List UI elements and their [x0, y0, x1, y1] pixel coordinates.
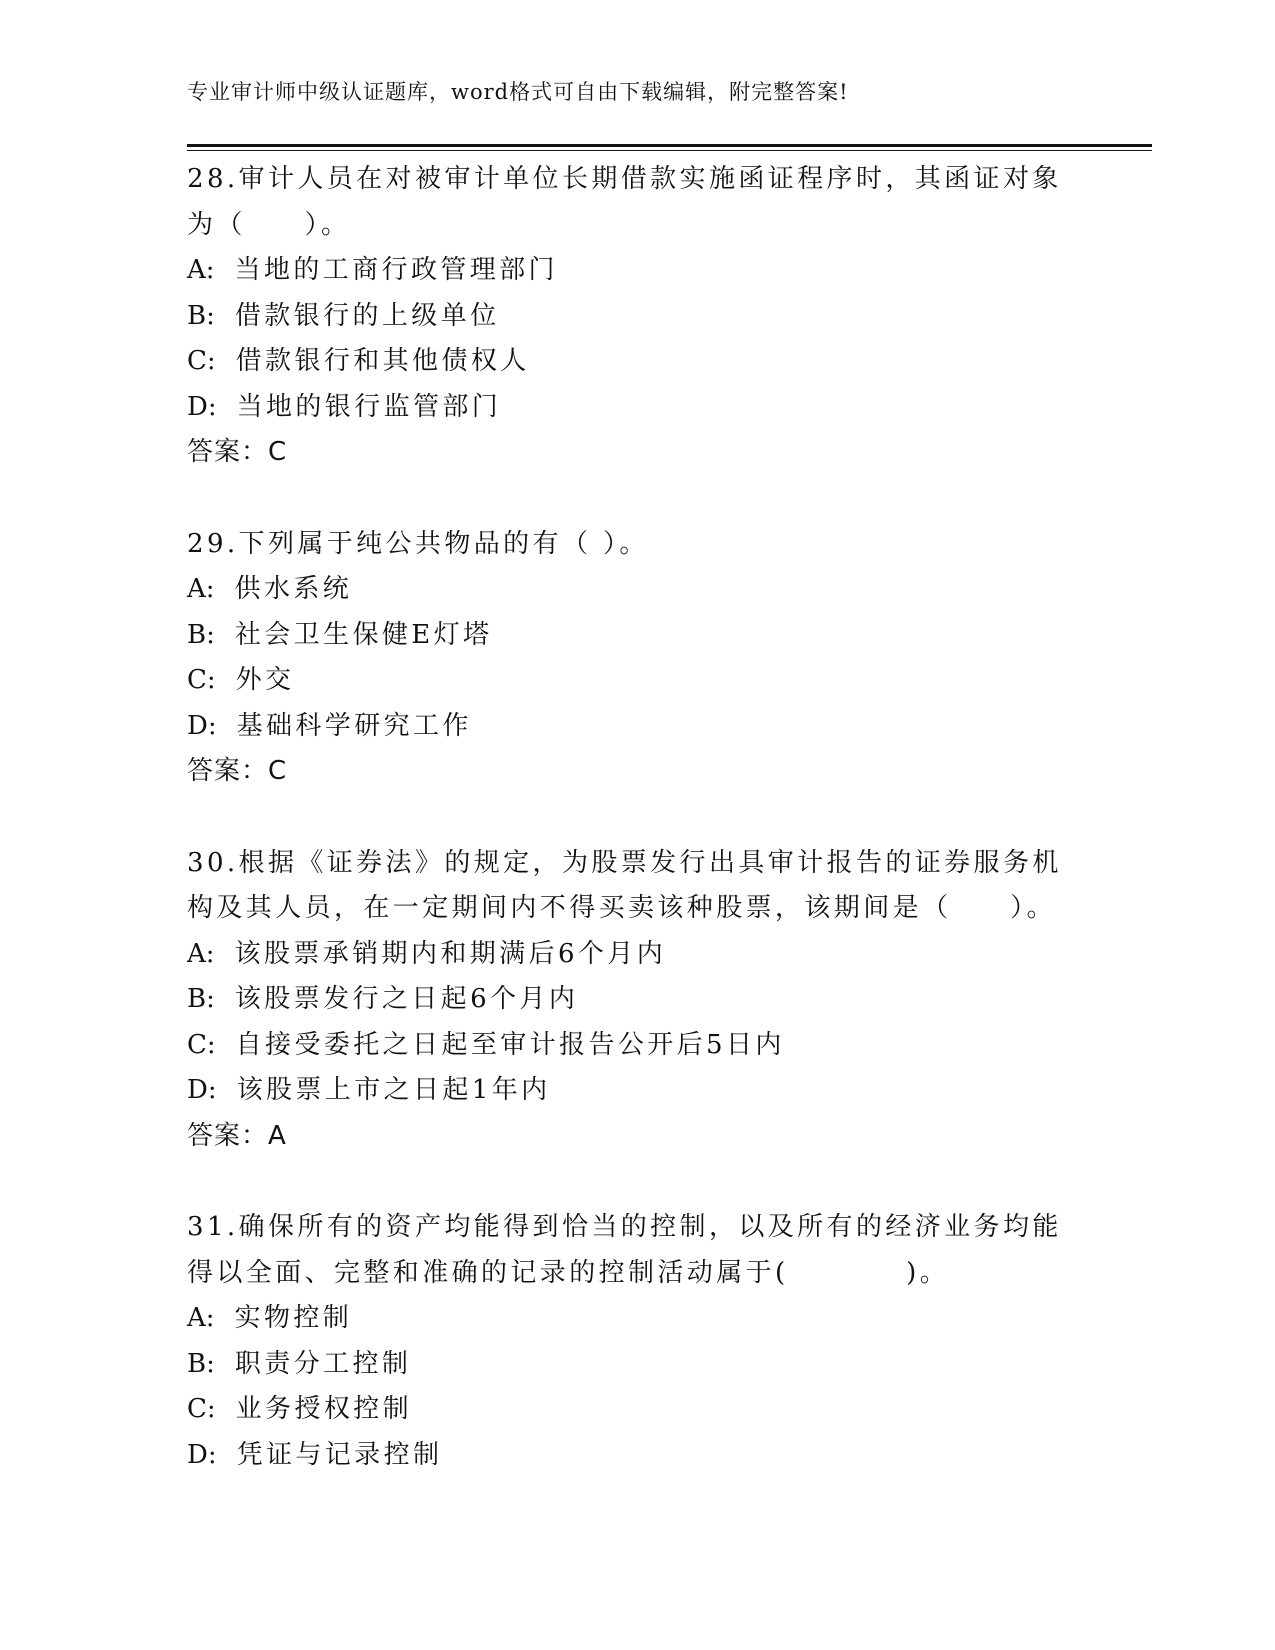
option-text: 借款银行和其他债权人: [235, 346, 530, 376]
option-key: A:: [187, 255, 215, 285]
option-b: [187, 613, 1087, 659]
option-d: [187, 1433, 1087, 1479]
option-c: [187, 1023, 1087, 1069]
option-text: 凭证与记录控制: [236, 1439, 443, 1470]
option-key: C:: [187, 1394, 216, 1424]
option-key: B:: [187, 619, 215, 650]
option-key: C:: [187, 346, 216, 376]
option-c: [187, 1387, 1087, 1433]
option-text: 该股票上市之日起1年内: [236, 1075, 551, 1105]
option-text: 当地的银行监管部门: [236, 391, 502, 422]
option-text: 实物控制: [234, 1303, 353, 1333]
option-d: [187, 385, 1087, 431]
option-text: 当地的工商行政管理部门: [234, 255, 558, 285]
answer-line: 答案：C: [187, 756, 288, 786]
option-key: A:: [187, 938, 215, 969]
option-key: D:: [187, 1075, 217, 1105]
question-29: [187, 522, 1087, 795]
option-text: 外交: [235, 665, 295, 695]
option-key: B:: [187, 1348, 215, 1379]
answer-line: 答案：C: [187, 437, 288, 467]
option-key: B:: [187, 984, 215, 1014]
option-text: 社会卫生保健E灯塔: [234, 619, 493, 650]
option-text: 该股票发行之日起6个月内: [234, 984, 579, 1014]
option-key: B:: [187, 300, 215, 331]
option-a: [187, 248, 1087, 294]
option-key: D:: [187, 391, 217, 422]
question-stem: 28.审计人员在对被审计单位长期借款实施函证程序时，其函证对象为（ ）。: [187, 164, 1062, 240]
answer-line: 答案：A: [187, 1120, 287, 1151]
option-text: 自接受委托之日起至审计报告公开后5日内: [235, 1029, 785, 1060]
question-28: [187, 157, 1087, 476]
option-a: [187, 932, 1087, 978]
option-a: [187, 567, 1087, 613]
option-key: A:: [187, 574, 215, 604]
question-stem: 29.下列属于纯公共物品的有（ ）。: [187, 528, 649, 559]
option-text: 业务授权控制: [235, 1394, 413, 1424]
option-key: D:: [187, 710, 217, 741]
header-rule-thick: [187, 144, 1152, 147]
option-key: C:: [187, 1029, 216, 1060]
option-text: 基础科学研究工作: [236, 710, 472, 741]
option-c: [187, 339, 1087, 385]
option-key: A:: [187, 1303, 215, 1333]
option-b: [187, 977, 1087, 1023]
option-key: D:: [187, 1439, 217, 1470]
option-b: [187, 294, 1087, 340]
question-list: [187, 157, 1087, 1478]
option-d: [187, 704, 1087, 750]
option-d: [187, 1068, 1087, 1114]
question-31: [187, 1205, 1087, 1478]
option-c: [187, 658, 1087, 704]
option-text: 职责分工控制: [234, 1348, 412, 1379]
option-text: 该股票承销期内和期满后6个月内: [234, 938, 667, 969]
header-rule-thin: [187, 150, 1152, 151]
option-a: [187, 1296, 1087, 1342]
question-stem: 30.根据《证券法》的规定，为股票发行出具审计报告的证券服务机构及其人员，在一定期间内不得买卖该种股票，该期间是（ ）。: [187, 847, 1062, 923]
option-key: C:: [187, 665, 216, 695]
header-note: 专业审计师中级认证题库，word格式可自由下载编辑，附完整答案!: [187, 80, 849, 104]
question-stem: 31.确保所有的资产均能得到恰当的控制，以及所有的经济业务均能得以全面、完整和准确的记录的控制活动属于( )。: [187, 1212, 1062, 1288]
option-text: 借款银行的上级单位: [234, 300, 500, 331]
option-text: 供水系统: [234, 574, 353, 604]
question-30: [187, 841, 1087, 1160]
option-b: [187, 1342, 1087, 1388]
